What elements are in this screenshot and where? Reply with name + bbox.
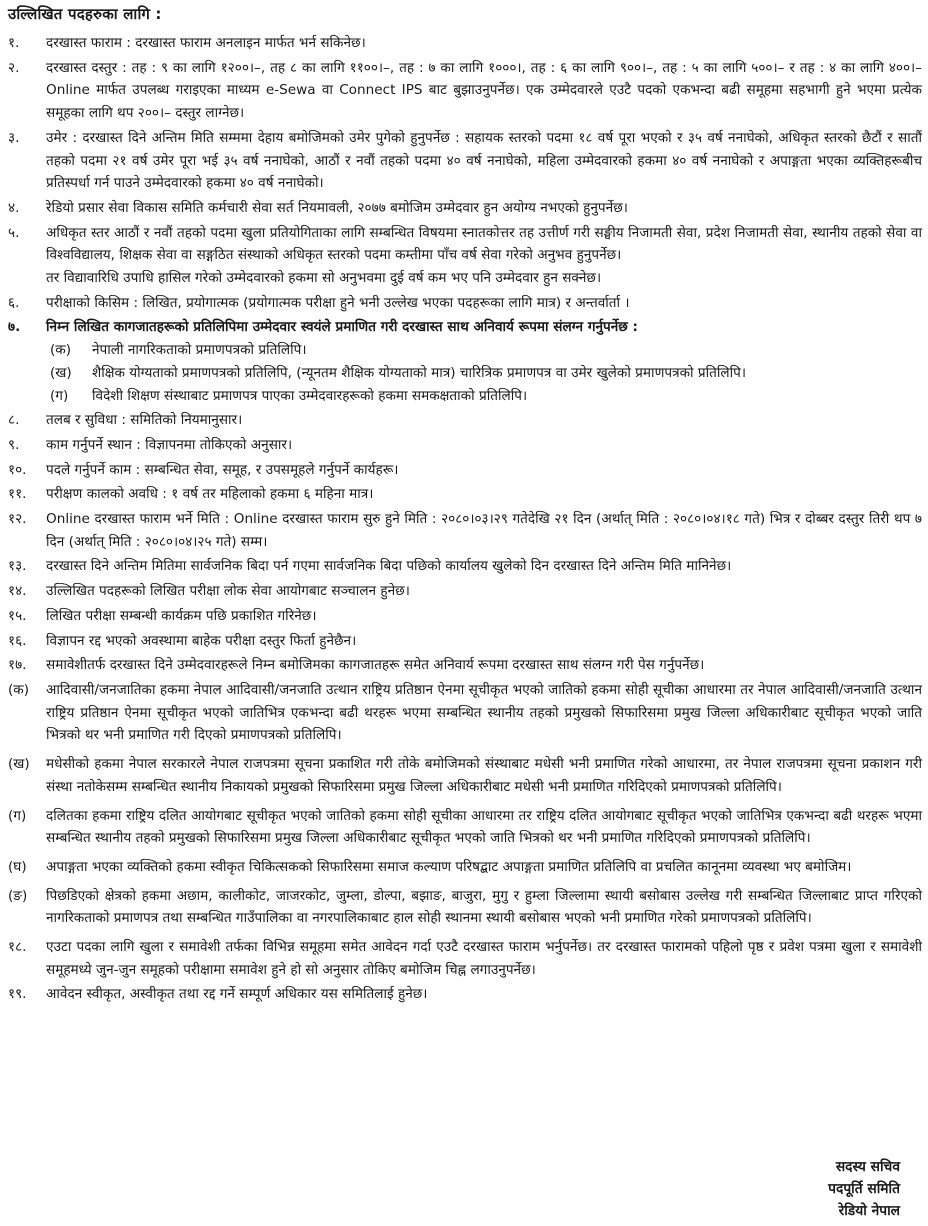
item-text: निम्न लिखित कागजातहरूको प्रतिलिपिमा उम्मेदवार स्वयंले प्रमाणित गरी दरखास्त साथ अनिवार्य रूपमा संलग्न गर्नुपर्नेछ : [46,319,638,336]
list-item [0,630,928,653]
signature-organization: रेडियो नेपाल [838,1203,900,1219]
sub-item-number: (क) [50,342,72,359]
item-number: ६. [8,294,20,311]
inclusive-category-item [0,805,928,850]
list-item [0,654,928,677]
list-item [0,32,928,55]
inclusive-category-item [0,856,928,879]
inclusive-category-item [0,885,928,930]
item-number: २. [8,59,20,76]
category-number: (ख) [8,756,30,773]
item-text: परीक्षाको किसिम : लिखित, प्रयोगात्मक (प्रयोगात्मक परीक्षा हुने भनी उल्लेख भएका पदहरूका लागि मात्र) र अन्तर्वार्ता । [46,294,630,311]
list-item [0,292,928,315]
sub-item-number: (ग) [50,387,69,404]
required-documents-list [50,339,928,407]
item-text: लिखित परीक्षा सम्बन्धी कार्यक्रम पछि प्रकाशित गरिनेछ। [46,607,317,624]
item-text: उल्लिखित पदहरूको लिखित परीक्षा लोक सेवा आयोगबाट सञ्चालन हुनेछ। [46,583,410,600]
list-item [0,936,928,981]
item-number: १३. [8,558,27,575]
category-number: (घ) [8,858,27,875]
item-text: समावेशीतर्फ दरखास्त दिने उम्मेदवारहरूले निम्न बमोजिमका कागजातहरू समेत अनिवार्य रूपमा दरखास्त साथ संलग्न गरी पेस गर्नुपर्नेछ। [46,657,705,674]
item-text: Online दरखास्त फाराम भर्ने मिति : Online दरखास्त फाराम सुरु हुने मिति : २०८०।०३।२९ गतेदेखि २१ दिन (अर्थात् मिति : २०८०।०४।१८ गते) भित्र र दोब्बर दस्तुर तिरी थप ७ दिन (अर्थात् मिति : २०८०।०४।२५ गते) सम्म। [46,511,922,550]
list-item [0,555,928,578]
item-text: आवेदन स्वीकृत, अस्वीकृत तथा रद्द गर्ने सम्पूर्ण अधिकार यस समितिलाई हुनेछ। [46,986,428,1003]
item-text: काम गर्नुपर्ने स्थान : विज्ञापनमा तोकिएको अनुसार। [46,436,293,453]
list-item [0,57,928,125]
item-number: ५. [8,224,20,241]
category-number: (ग) [8,807,27,824]
list-item [0,197,928,220]
category-number: (क) [8,681,30,698]
item-number: ७. [8,319,21,336]
category-text: मधेसीको हकमा नेपाल सरकारले नेपाल राजपत्रमा सूचना प्रकाशित गरी तोके बमोजिमको संस्थाबाट मधेसी भनी प्रमाणित गरेको आधारमा, तर नेपाल राजपत्रमा सूचना प्रकाशन गरी संस्था नतोकेसम्म सम्बन्धित स्थानीय निकायको प्रमुखको सिफारिसमा प्रमुख जिल्ला अधिकारीबाट मधेसी भनी प्रमाणित गरिदिएको प्रमाणपत्रको प्रतिलिपि। [46,756,922,795]
conditions-list [0,32,928,1006]
list-item [0,434,928,457]
list-item [0,316,928,339]
category-text: पिछडिएको क्षेत्रको हकमा अछाम, कालीकोट, जाजरकोट, जुम्ला, डोल्पा, बझाङ, बाजुरा, मुगु र हुम्ला जिल्लामा स्थायी बसोबास उल्लेख गरी सम्बन्धित जिल्लाबाट प्राप्त गरिएको नागरिकताको प्रमाणपत्र तथा सम्बन्धित गाउँपालिका वा नगरपालिकाबाट हाल सोही स्थानमा स्थायी बसोबास भएको भनी प्रमाणित गरेको प्रमाणपत्रको प्रतिलिपि। [46,887,922,927]
item-text: दरखास्त दिने अन्तिम मितिमा सार्वजनिक बिदा पर्न गएमा सार्वजनिक बिदा पछिको कार्यालय खुलेको दिन दरखास्त दिने अन्तिम मिति मानिनेछ। [46,558,732,575]
item-text: तलब र सुविधा : समितिको नियमानुसार। [46,412,243,429]
signature-block [828,1156,900,1222]
item-text: एउटा पदका लागि खुला र समावेशी तर्फका विभिन्न समूहमा समेत आवेदन गर्दा एउटै दरखास्त फाराम भर्नुपर्नेछ। तर दरखास्त फारामको पहिलो पृष्ठ र प्रवेश पत्रमा खुला र समावेशी समूहमध्ये जुन-जुन समूहको परीक्षामा समावेश हुने हो सो अनुसार तोकिए बमोजिम चिह्न लगाउनुपर्नेछ। [46,939,922,978]
list-item [0,605,928,628]
list-item [0,508,928,553]
inclusive-category-item [0,679,928,747]
category-text: आदिवासी/जनजातिका हकमा नेपाल आदिवासी/जनजाति उत्थान राष्ट्रिय प्रतिष्ठान ऐनमा सूचीकृत भएको जातिको हकमा सोही सूचीका आधारमा तर नेपाल आदिवासी/जनजाति उत्थान राष्ट्रिय प्रतिष्ठान ऐनमा सूचीकृत भएको जातिभित्र एकभन्दा बढी थरहरू भएमा सम्बन्धित स्थानीय तहको प्रमुखको सिफारिसमा प्रमुख जिल्ला अधिकारीबाट सूचीकृत भएको जाति भित्रको थर भनी प्रमाणित गरी दिएको प्रमाणपत्रको प्रतिलिपि। [46,681,922,744]
list-item [0,459,928,482]
sub-item-number: (ख) [50,364,72,381]
notice-heading: उल्लिखित पदहरुका लागि : [8,5,162,23]
item-number: १६. [8,632,27,649]
item-number: १४. [8,583,27,600]
item-number: १९. [8,986,27,1003]
item-text: परीक्षण कालको अवधि : १ वर्ष तर महिलाको हकमा ६ महिना मात्र। [46,486,374,503]
item-text: विज्ञापन रद्द भएको अवस्थामा बाहेक परीक्षा दस्तुर फिर्ता हुनेछैन। [46,632,357,649]
list-item [0,483,928,506]
signature-committee: पदपूर्ति समिति [828,1181,900,1197]
item-number: ११. [8,486,27,503]
item-number: १८. [8,939,27,956]
item-text: पदले गर्नुपर्ने काम : सम्बन्धित सेवा, समूह, र उपसमूहले गर्नुपर्ने कार्यहरू। [46,461,399,478]
category-text: अपाङ्गता भएका व्यक्तिको हकमा स्वीकृत चिकित्सकको सिफारिसमा समाज कल्याण परिषद्बाट अपाङ्गता प्रमाणित प्रतिलिपि वा प्रचलित कानूनमा व्यवस्था भए बमोजिम। [46,858,852,875]
item-text: दरखास्त फाराम : दरखास्त फाराम अनलाइन मार्फत भर्न सकिनेछ। [46,35,366,51]
item-number: १०. [8,461,27,478]
inclusive-category-item [0,753,928,798]
item-text: उमेर : दरखास्त दिने अन्तिम मिति सम्ममा देहाय बमोजिमको उमेर पुगेको हुनुपर्नेछ : सहायक स्तरको पदमा १८ वर्ष पूरा भएको र ३५ वर्ष ननाघेको, अधिकृत स्तरको छैटौं र सातौं तहको पदमा २१ वर्ष उमेर पूरा भई ३५ वर्ष ननाघेको, आठौं र नवौं तहको पदमा ४० वर्ष ननाघेको, महिला उम्मेदवारको हकमा ४० वर्ष ननाघेको र अपाङ्गता भएका व्यक्तिहरूबीच प्रतिस्पर्धा गर्न पाउने उम्मेदवारको हकमा ४० वर्ष ननाघेको। [46,129,922,192]
list-item [0,409,928,432]
item-text: रेडियो प्रसार सेवा विकास समिति कर्मचारी सेवा सर्त नियमावली, २०७७ बमोजिम उम्मेदवार हुन अयोग्य नभएको हुनुपर्नेछ। [46,199,628,216]
item-extra-note: तर विद्यावारिधि उपाधि हासिल गरेको उम्मेदवारको हकमा सो अनुभवमा दुई वर्ष कम भए पनि उम्मेदवार हुन सक्नेछ। [46,270,602,287]
sub-item-text: विदेशी शिक्षण संस्थाबाट प्रमाणपत्र पाएका उम्मेदवारहरूको हकमा समकक्षताको प्रतिलिपि। [92,387,528,404]
category-number: (ङ) [8,887,28,904]
list-item [0,580,928,603]
sub-item [50,362,928,385]
item-number: ३. [8,129,20,146]
category-text: दलितका हकमा राष्ट्रिय दलित आयोगबाट सूचीकृत भएको जातिको हकमा सोही सूचीका आधारमा तर राष्ट्रिय दलित आयोगबाट सूचीकृत भएको जातिभित्र एकभन्दा बढी थरहरू भएमा सम्बन्धित स्थानीय तहको प्रमुखको सिफारिसमा प्रमुख जिल्ला अधिकारीबाट सूचीकृत भएको जाति भित्रको थर भनी प्रमाणित गरिदिएको प्रमाणपत्रको प्रतिलिपि। [46,807,922,847]
sub-item [50,385,928,408]
item-number: १२. [8,511,27,528]
item-number: १५. [8,607,27,624]
item-number: १७. [8,657,27,674]
sub-item [50,339,928,362]
sub-item-text: शैक्षिक योग्यताको प्रमाणपत्रको प्रतिलिपि, (न्यूनतम शैक्षिक योग्यताको मात्र) चारित्रिक प्रमाणपत्र वा उमेर खुलेको प्रमाणपत्रको प्रतिलिपि। [92,364,747,381]
signature-title: सदस्य सचिव [835,1159,900,1175]
item-text: दरखास्त दस्तुर : तह : ९ का लागि १२००।–, तह ८ का लागि ११००।–, तह : ७ का लागि १०००।, तह : ६ का लागि ९००।–, तह : ५ का लागि ५००।– र तह : ४ का लागि ४००।– Online मार्फत उपलब्ध गराइएका माध्यम e-Sewa वा Connect IPS बाट बुझाउनुपर्नेछ। एक उम्मेदवारले एउटै पदको एकभन्दा बढी समूहमा सहभागी हुने भएमा प्रत्येक समूहका लागि थप २००।– दस्तुर लाग्नेछ। [46,59,922,122]
list-item [0,983,928,1006]
item-number: ८. [8,412,20,429]
list-item [0,127,928,195]
item-number: ४. [8,199,20,216]
list-item [0,222,928,267]
item-text: अधिकृत स्तर आठौं र नवौं तहको पदमा खुला प्रतियोगिताका लागि सम्बन्धित विषयमा स्नातकोत्तर तह उत्तीर्ण गरी सङ्घीय निजामती सेवा, प्रदेश निजामती सेवा, स्थानीय तहको सेवा वा विश्वविद्यालय, शिक्षक सेवा वा सङ्गठित संस्थाको अधिकृत स्तरको पदमा कम्तीमा पाँच वर्ष सेवा गरेको अनुभव हुनुपर्नेछ। [46,224,922,264]
item-number: ९. [8,436,20,453]
sub-item-text: नेपाली नागरिकताको प्रमाणपत्रको प्रतिलिपि। [92,342,307,359]
item-number: १. [8,35,20,51]
